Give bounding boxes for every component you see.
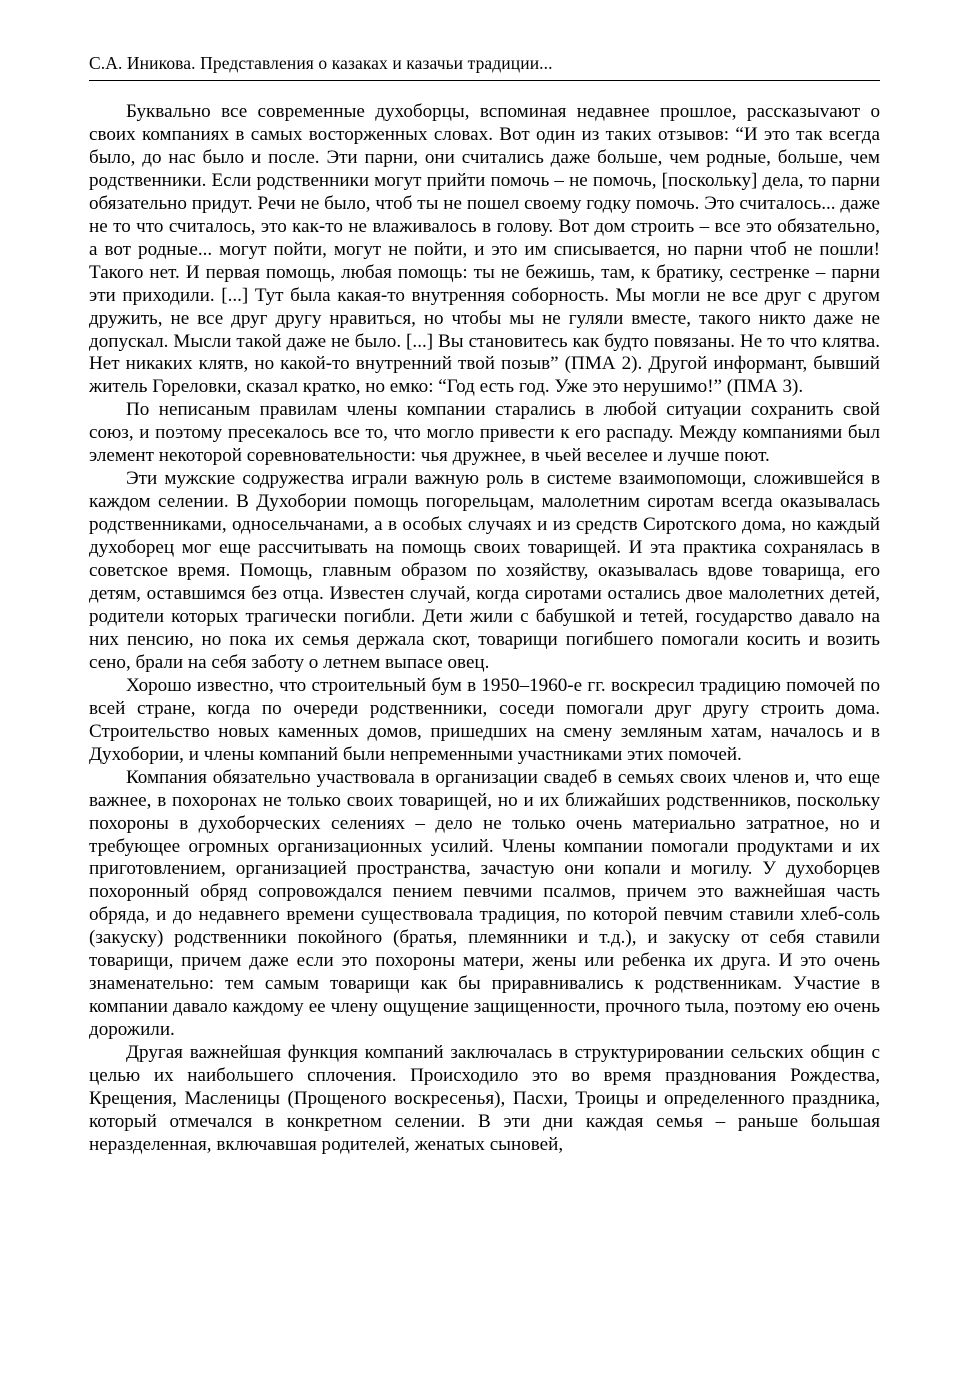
paragraph-3: Эти мужские содружества играли важную роль в системе взаимопомощи, сложившейся в каждом селении. В Духобории помощь погорельцам, малолетним сиротам всегда оказывалась родственниками, односельчанами, а в особых случаях и из средств Сиротского дома, но каждый духоборец мог еще рассчитывать на помощь своих товарищей. И эта практика сохранялась в советское время. Помощь, главным образом по хозяйству, оказывалась вдове товарища, его детям, оставшимся без отца. Известен случай, когда сиротами остались двое малолетних детей, родители которых трагически погибли. Дети жили с бабушкой и тетей, государство давало на них пенсию, но пока их семья держала скот, товарищи погибшего помогали косить и возить сено, брали на себя заботу о летнем выпасе овец. xyxy=(89,468,880,673)
paragraph-2: По неписаным правилам члены компании старались в любой ситуации сохранить свой союз, и поэтому пресекалось все то, что могло привести к его распаду. Между компаниями был элемент некоторой соревновательности: чья дружнее, в чьей веселее и лучше поют. xyxy=(89,399,880,467)
paragraph-1: Буквально все современные духоборцы, вспоминая недавнее прошлое, рассказыvают о своих компаниях в самых восторженных словах. Вот один из таких отзывов: “И это так всегда было, до нас было и после. Эти парни, они считались даже больше, чем родные, больше, чем родственники. Если родственники могут прийти помочь – не помочь, [поскольку] дела, то парни обязательно придут. Речи не было, чтоб ты не пошел своему годку помочь. Это считалось... даже не то что считалось, это как-то не влаживалось в голову. Вот дом строить – все это обязательно, а вот родные... могут пойти, могут не пойти, и это им списывается, но парни чтоб не пошли! Такого нет. И первая помощь, любая помощь: ты не бежишь, там, к братику, сестренке – парни эти приходили. [...] Тут была какая-то внутренняя соборность. Мы могли не все друг с другом дружить, не все друг другу нравиться, но чтобы мы не гуляли вместе, такого никто даже не допускал. Мысли такой даже не было. [...] Вы становитесь как будто повязаны. Не то что клятва. Нет никаких клятв, но какой-то внутренний твой позыв” (ПМА 2). Другой информант, бывший житель Гореловки, сказал кратко, но емко: “Год есть год. Уже это нерушимо!” (ПМА 3). xyxy=(89,101,880,398)
article-body xyxy=(89,101,880,1157)
header-rule xyxy=(89,80,880,81)
running-head: С.А. Иникова. Представления о казаках и казачьи традиции... xyxy=(89,53,553,73)
paragraph-5: Компания обязательно участвовала в организации свадеб в семьях своих членов и, что еще важнее, в похоронах не только своих товарищей, но и их ближайших родственников, поскольку похороны в духоборческих селениях – дело не только очень материально затратное, но и требующее огромных организационных усилий. Члены компании помогали продуктами и их приготовлением, организацией пространства, зачастую они копали и могилу. У духоборцев похоронный обряд сопровождался пением певчими псалмов, причем это важнейшая часть обряда, и до недавнего времени существовала традиция, по которой певчим ставили хлеб-соль (закуску) родственники покойного (братья, племянники и т.д.), и закуску от себя ставили товарищи, причем даже если это похороны матери, жены или ребенка их друга. И это очень знаменательно: тем самым товарищи как бы приравнивались к родственникам. Участие в компании давало каждому ее члену ощущение защищенности, прочного тыла, поэтому ею очень дорожили. xyxy=(89,766,880,1041)
paragraph-6: Другая важнейшая функция компаний заключалась в структурировании сельских общин с целью их наибольшего сплочения. Происходило это во время празднования Рождества, Крещения, Масленицы (Прощеного воскресенья), Пасхи, Троицы и определенного праздника, который отмечался в конкретном селении. В эти дни каждая семья – раньше большая неразделенная, включавшая родителей, женатых сыновей, xyxy=(89,1042,880,1155)
paragraph-4: Хорошо известно, что строительный бум в 1950–1960-е гг. воскресил традицию помочей по всей стране, когда по очереди родственники, соседи помогали друг другу строить дома. Строительство новых каменных домов, пришедших на смену земляным хатам, началось и в Духобории, и члены компаний были непременными участниками этих помочей. xyxy=(89,674,880,765)
